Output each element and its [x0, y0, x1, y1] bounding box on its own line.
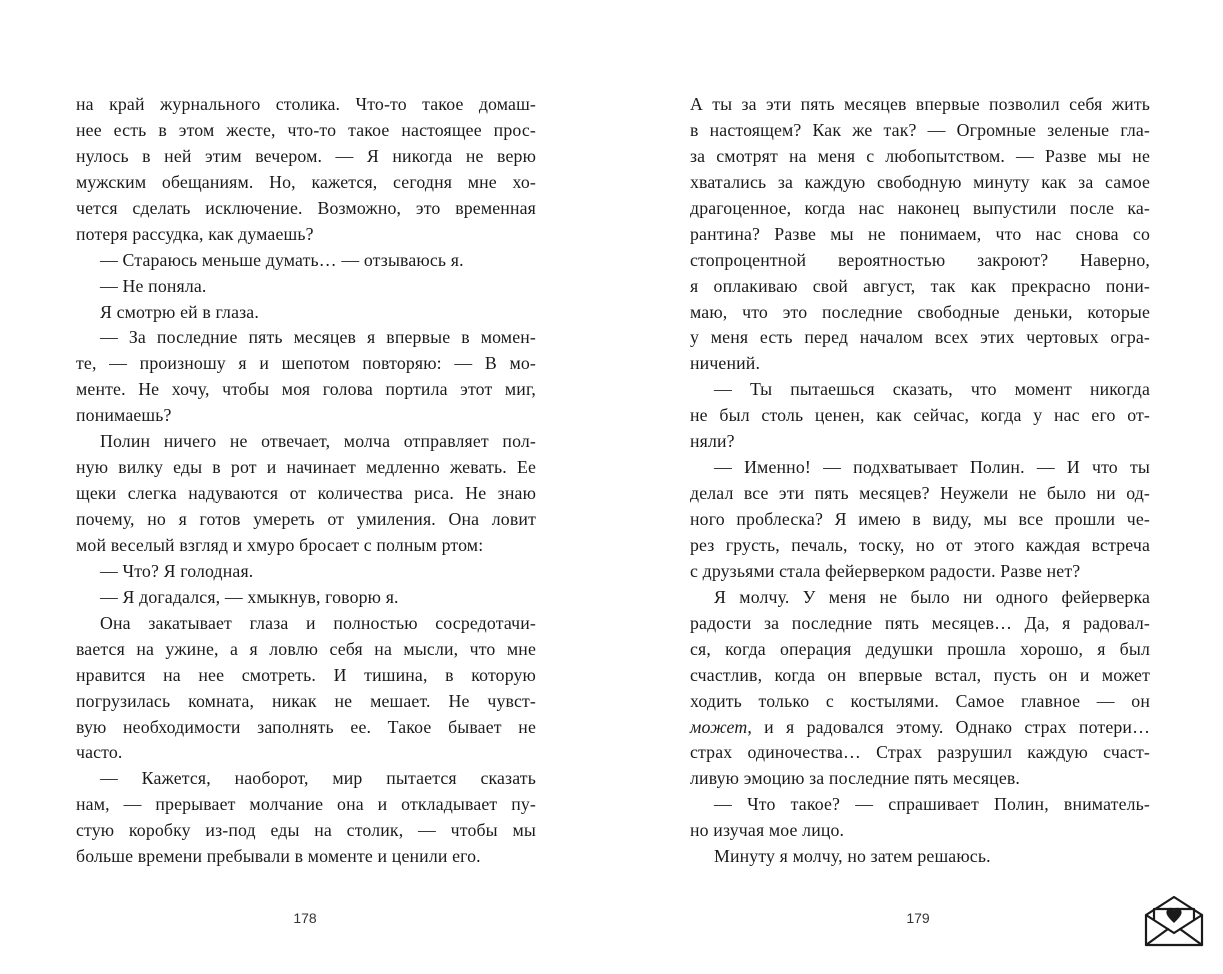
text-line: Она закатывает глаза и полностью сосредотачи-	[100, 612, 536, 633]
text-line: ходить только с костылями. Самое главное — он	[690, 690, 1150, 711]
text-line: в настоящем? Как же так? — Огромные зеленые гла-	[690, 119, 1150, 140]
text-line: — Не поняла.	[100, 275, 207, 296]
text-line: — Именно! — подхватывает Полин. — И что ты	[714, 457, 1150, 478]
text-line: мой веселый взгляд и хмуро бросает с полным ртом:	[76, 534, 484, 555]
text-line: с друзьями стала фейерверком радости. Разве нет?	[690, 560, 1081, 581]
text-line: не был столь ценен, как сейчас, когда у нас его от-	[690, 405, 1150, 426]
text-line: хватались за каждую свободную минуту как за самое	[690, 171, 1150, 192]
text-line: делал все эти пять месяцев? Неужели не было ни од-	[690, 483, 1150, 504]
text-line: няли?	[690, 431, 735, 452]
text-line: погрузилась комната, никак не мешает. Не чувст-	[76, 690, 536, 711]
text-line: маю, что это последние свободные деньки, которые	[690, 301, 1150, 322]
text-line: рез грусть, печаль, тоску, но от этого каждая встреча	[690, 534, 1150, 555]
text-line: у меня есть перед началом всех этих чертовых огра-	[690, 327, 1150, 348]
text-line: нам, — прерывает молчание она и откладывает пу-	[76, 794, 536, 815]
text-line: вается на ужине, а я ловлю себя на мысли, что мне	[76, 638, 536, 659]
text-line: но изучая мое лицо.	[690, 820, 845, 841]
text-line: счастлив, когда он впервые встал, пусть он и может	[690, 664, 1150, 685]
text-line: — Стараюсь меньше думать… — отзываюсь я.	[100, 249, 464, 270]
text-line: менте. Не хочу, чтобы моя голова портила этот миг,	[76, 379, 536, 400]
text-line: драгоценное, когда нас наконец выпустили после ка-	[690, 197, 1150, 218]
text-line: радости за последние пять месяцев… Да, я радовал-	[690, 612, 1150, 633]
text-line: нулось в ней этим вечером. — Я никогда не верю	[76, 145, 536, 166]
text-line: Полин ничего не отвечает, молча отправляет пол-	[100, 431, 536, 452]
text-line: Минуту я молчу, но затем решаюсь.	[714, 846, 991, 867]
text-line: почему, но я готов умереть от умиления. Она ловит	[76, 509, 536, 529]
text-line: страх одиночества… Страх разрушил каждую счаст-	[690, 742, 1150, 763]
text-line: — Кажется, наоборот, мир пытается сказать	[100, 768, 536, 789]
text-line: часто.	[76, 742, 123, 763]
text-line: рантина? Разве мы не понимаем, что нас снова со	[690, 223, 1150, 244]
text-line: вую необходимости заполнять ее. Такое бывает не	[76, 716, 536, 737]
text-line: на край журнального столика. Что-то такое домаш-	[76, 94, 536, 114]
text-line: потеря рассудка, как думаешь?	[76, 223, 314, 244]
text-line: ного проблеска? Я имею в виду, мы все прошли че-	[690, 509, 1150, 529]
text-line: чется сделать исключение. Возможно, это временная	[76, 197, 536, 218]
text-line: за смотрят на меня с любопытством. — Разве мы не	[690, 145, 1150, 166]
right-page-text	[690, 92, 1150, 870]
text-line: — Что? Я голодная.	[100, 560, 254, 581]
text-line: стую коробку из-под еды на столик, — чтобы мы	[76, 820, 536, 841]
text-line: А ты за эти пять месяцев впервые позволил себя жить	[690, 94, 1150, 114]
text-line: — Что такое? — спрашивает Полин, вниматель-	[714, 794, 1150, 815]
text-line: Я смотрю ей в глаза.	[100, 301, 259, 322]
envelope-heart-icon	[1140, 893, 1208, 951]
right-page	[690, 92, 1150, 972]
text-line: ся, когда операция дедушки прошла хорошо, я был	[690, 638, 1150, 659]
text-line: — За последние пять месяцев я впервые в момен-	[100, 327, 536, 348]
text-line: ную вилку еды в рот и начинает медленно жевать. Ее	[76, 457, 536, 478]
text-line: больше времени пребывали в моменте и ценили его.	[76, 846, 481, 867]
text-line: ливую эмоцию за последние пять месяцев.	[690, 768, 1021, 789]
text-line: щеки слегка надуваются от количества риса. Не знаю	[76, 483, 536, 504]
text-line: нее есть в этом жесте, что-то такое настоящее прос-	[76, 119, 536, 140]
page-number-left: 178	[293, 910, 317, 926]
text-line: мужским обещаниям. Но, кажется, сегодня мне хо-	[76, 171, 536, 192]
text-line: стопроцентной вероятностью закроют? Наверно,	[690, 249, 1150, 270]
text-line: нравится на нее смотреть. И тишина, в которую	[76, 664, 536, 685]
left-page	[76, 92, 536, 972]
text-line: может, и я радовался этому. Однако страх потери…	[690, 716, 1150, 737]
text-line: ничений.	[690, 353, 761, 374]
page-number-right: 179	[906, 910, 930, 926]
text-line: — Я догадался, — хмыкнув, говорю я.	[100, 586, 399, 607]
text-line: я оплакиваю свой август, так как прекрасно пони-	[690, 275, 1150, 296]
text-line: понимаешь?	[76, 405, 172, 426]
text-line: — Ты пытаешься сказать, что момент никогда	[714, 379, 1150, 400]
text-line: те, — произношу я и шепотом повторяю: — В мо-	[76, 353, 536, 374]
text-line: Я молчу. У меня не было ни одного фейерверка	[714, 586, 1150, 607]
left-page-text	[76, 92, 536, 870]
